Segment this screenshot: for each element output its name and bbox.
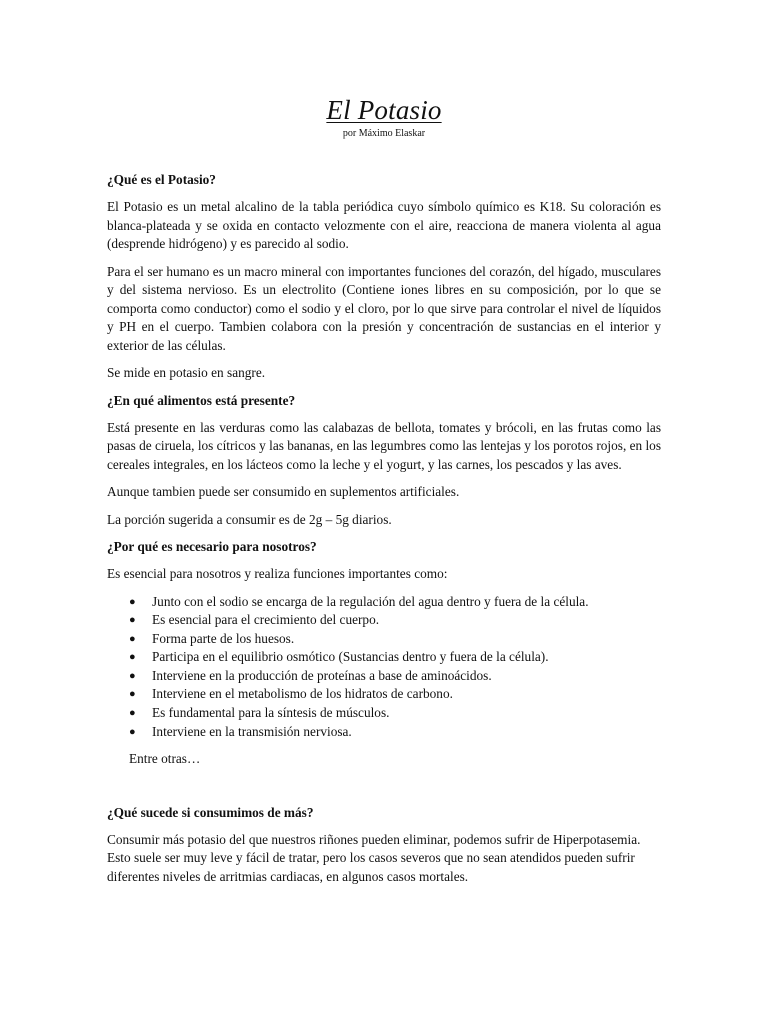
list-item	[107, 723, 661, 742]
functions-list	[107, 593, 661, 742]
paragraph: El Potasio es un metal alcalino de la tabla periódica cuyo símbolo químico es K18. Su coloración es blanca-plateada y se oxida en contacto velozmente con el aire, reacciona de manera violenta al agua (desprende hidrógeno) y es parecido al sodio.	[107, 199, 661, 251]
list-item-text: Forma parte de los huesos.	[152, 630, 295, 646]
document-byline: por Máximo Elaskar	[342, 128, 426, 139]
list-item-text: Interviene en el metabolismo de los hidratos de carbono.	[152, 686, 453, 702]
list-item-text: Interviene en la transmisión nerviosa.	[152, 723, 352, 739]
section-heading: ¿Qué sucede si consumimos de más?	[107, 804, 314, 820]
section-spacer	[107, 778, 661, 804]
list-item	[107, 611, 661, 630]
paragraph: Consumir más potasio del que nuestros riñones pueden eliminar, podemos sufrir de Hiperpotasemia. Esto suele ser muy leve y fácil de tratar, pero los casos severos que no sean atendidos pueden sufrir diferentes niveles de arritmias cardiacas, en algunos casos mortales.	[107, 831, 641, 884]
list-item-text: Junto con el sodio se encarga de la regulación del agua dentro y fuera de la célula.	[152, 593, 589, 609]
bullet-icon: ●	[129, 632, 136, 645]
bullet-icon: ●	[129, 595, 136, 608]
section-heading: ¿Qué es el Potasio?	[107, 172, 216, 187]
list-item-text: Es esencial para el crecimiento del cuerpo.	[152, 612, 380, 628]
list-item	[107, 593, 661, 612]
bullet-icon: ●	[129, 651, 136, 664]
list-item	[107, 630, 661, 649]
section-heading: ¿Por qué es necesario para nosotros?	[107, 539, 317, 554]
list-item-text: Es fundamental para la síntesis de músculos.	[152, 705, 390, 721]
bullet-icon: ●	[129, 725, 136, 738]
bullet-icon: ●	[129, 688, 136, 701]
bullet-icon: ●	[129, 669, 136, 682]
document-title: El Potasio	[326, 95, 442, 125]
list-item	[107, 685, 661, 704]
list-item	[107, 667, 661, 686]
paragraph: La porción sugerida a consumir es de 2g – 5g diarios.	[107, 511, 392, 527]
paragraph: Aunque tambien puede ser consumido en suplementos artificiales.	[107, 484, 460, 499]
list-item-text: Participa en el equilibrio osmótico (Sustancias dentro y fuera de la célula).	[152, 649, 549, 665]
list-item	[107, 648, 661, 667]
bullet-icon: ●	[129, 614, 136, 627]
section-what-is-potassium	[107, 171, 661, 383]
list-item-text: Interviene en la producción de proteínas a base de aminoácidos.	[152, 667, 492, 683]
section-heading: ¿En qué alimentos está presente?	[107, 392, 296, 408]
section-why-necessary	[107, 538, 661, 804]
section-excess	[107, 804, 661, 887]
list-item	[107, 704, 661, 723]
paragraph: Es esencial para nosotros y realiza funciones importantes como:	[107, 566, 448, 581]
paragraph: Se mide en potasio en sangre.	[107, 365, 266, 380]
document-body	[107, 171, 661, 895]
section-foods	[107, 392, 661, 530]
paragraph: Está presente en las verduras como las calabazas de bellota, tomates y brócoli, en las frutas como las pasas de ciruela, los cítricos y las bananas, en las legumbres como las lentejas y los porotos rojos, en los cereales integrales, en los lácteos como la leche y el yogurt, y las carnes, los pescados y las aves.	[107, 419, 661, 472]
paragraph: Para el ser humano es un macro mineral con importantes funciones del corazón, del hígado, musculares y del sistema nervioso. Es un electrolito (Contiene iones libres en su composición, por lo que se comporta como conductor) como el sodio y el cloro, por lo que sirve para controlar el nivel de líquidos y PH en el cuerpo. Tambien colabora con la presión y concentración de sustancias en el interior y exterior de las células.	[107, 263, 661, 353]
list-outro: Entre otras…	[129, 751, 201, 767]
bullet-icon: ●	[129, 707, 136, 720]
